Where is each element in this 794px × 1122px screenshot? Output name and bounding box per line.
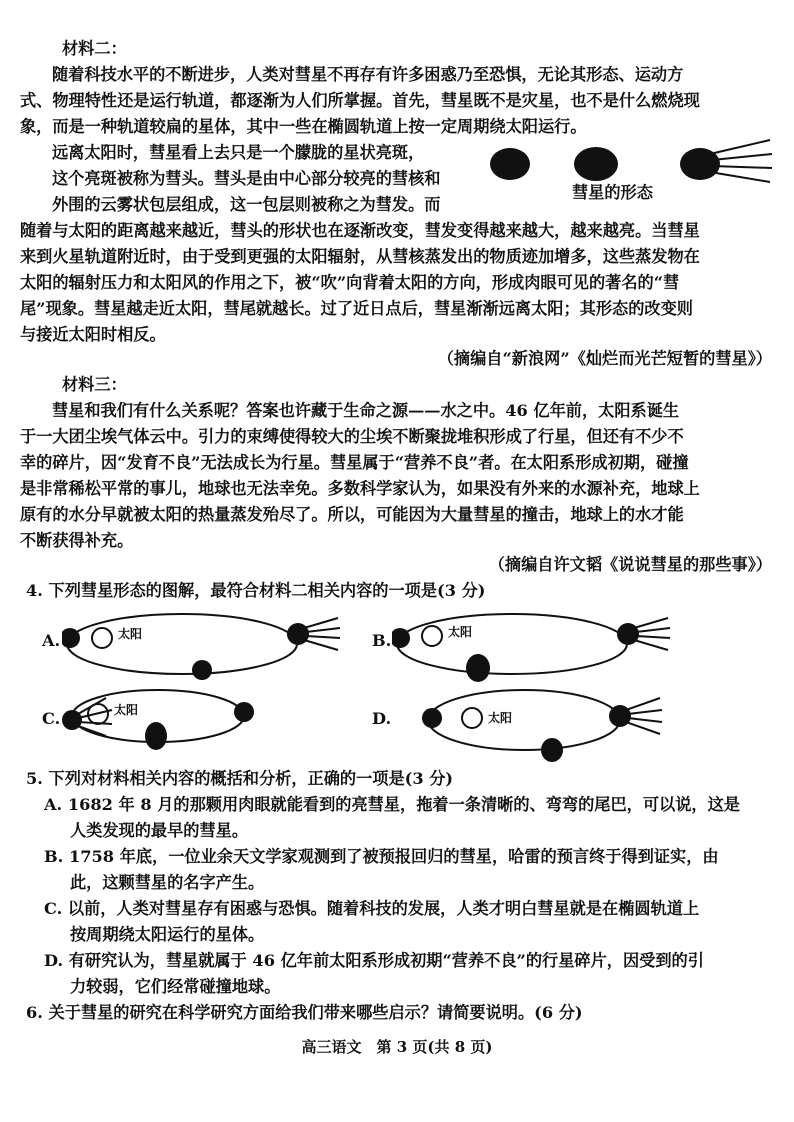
q5-option-d[interactable]: [44, 948, 704, 1000]
sun: [422, 626, 442, 646]
material3-source: （摘编自许文韬《说说彗星的那些事》）: [488, 555, 772, 574]
material3-line3: 幸的碎片，因“发育不良”无法成长为行星。彗星属于“营养不良”者。在太阳系形成初期，碰撞: [20, 453, 689, 472]
sun-label: 太阳: [448, 625, 473, 639]
q4-option-c[interactable]: [42, 684, 342, 764]
material3-line4: 是非常稀松平常的事儿，地球也无法幸免。多数科学家认为，如果没有外来的水源补充，地球上: [20, 479, 700, 498]
material3-line1: 彗星和我们有什么关系呢？答案也许藏于生命之源——水之中。46 亿年前，太阳系诞生: [52, 401, 680, 420]
q4-stem: 4. 下列彗星形态的图解，最符合材料二相关内容的一项是(3 分): [26, 581, 486, 600]
comet-head: [192, 660, 212, 680]
comet-head: [145, 722, 167, 750]
sun-label: 太阳: [488, 711, 513, 725]
q4-option-a-letter: A.: [42, 631, 61, 650]
q4-option-c-letter: C.: [42, 709, 61, 728]
q4-option-d[interactable]: [372, 684, 682, 764]
q5-option-d-line2: 力较弱，它们经常碰撞地球。: [70, 977, 281, 996]
comet-tail: [634, 618, 670, 650]
material3-line6: 不断获得补充。: [20, 531, 134, 550]
comet-head: [541, 738, 563, 762]
material3-line5: 原有的水分早就被太阳的热量蒸发殆尽了。所以，可能因为大量彗星的撞击，地球上的水才能: [20, 505, 684, 524]
q5-option-b-line1: B. 1758 年底，一位业余天文学家观测到了被预报回归的彗星，哈雷的预言终于得到证实，由: [44, 847, 719, 866]
q5-option-c-line1: C. 以前，人类对彗星存有困惑与恐惧。随着科技的发展，人类才明白彗星就是在椭圆轨道上: [44, 899, 700, 918]
q6-stem: 6. 关于彗星的研究在科学研究方面给我们带来哪些启示？请简要说明。(6 分): [26, 1003, 583, 1022]
sun-label: 太阳: [114, 703, 139, 717]
comet-form-3: [680, 140, 772, 182]
material2-p2-line6: 太阳的辐射压力和太阳风的作用之下，被“吹”向背着太阳的方向，形成肉眼可见的著名的“彗: [20, 273, 680, 292]
orbit: [428, 690, 620, 750]
material2-p1-line3: 象，而是一种轨道较扁的星体，其中一些在椭圆轨道上按一定周期绕太阳运行。: [20, 117, 587, 136]
q5-option-b[interactable]: [44, 844, 719, 896]
comet-form-2: [574, 147, 618, 181]
material2-heading: 材料二：: [62, 39, 127, 58]
q4-option-a[interactable]: [42, 604, 342, 684]
comet-head: [422, 708, 442, 728]
material2-p1-line2: 式、物理特性还是运行轨道，都逐渐为人们所掌握。首先，彗星既不是灾星，也不是什么燃烧现: [20, 91, 700, 110]
material2-p1-line1: 随着科技水平的不断进步，人类对彗星不再存有许多困惑乃至恐惧，无论其形态、运动方: [52, 65, 684, 84]
q5-option-c-line2: 按周期绕太阳运行的星体。: [70, 925, 265, 944]
material2-p2-line3: 外围的云雾状包层组成，这一包层则被称之为彗发。而: [52, 195, 441, 214]
q4-option-b-letter: B.: [372, 631, 392, 650]
comet-form-1: [490, 148, 530, 180]
comet-head: [287, 623, 309, 645]
q5-option-c[interactable]: [44, 896, 699, 948]
comet-head: [234, 702, 254, 722]
material2-p2-line7: 尾”现象。彗星越走近太阳，彗尾就越长。过了近日点后，彗星渐渐远离太阳；其形态的改变则: [20, 299, 693, 318]
material2-p2-line5: 来到火星轨道附近时，由于受到更强的太阳辐射，从彗核蒸发出的物质迹加增多，这些蒸发物在: [20, 247, 700, 266]
sun: [462, 708, 482, 728]
q5-option-a-line1: A. 1682 年 8 月的那颗用肉眼就能看到的亮彗星，拖着一条清晰的、弯弯的尾巴，可以说，这是: [44, 795, 740, 814]
material2-p2-line8: 与接近太阳时相反。: [20, 325, 166, 344]
material2-source: （摘编自“新浪网”《灿烂而光芒短暂的彗星》）: [437, 349, 772, 368]
comet-tail: [304, 618, 340, 650]
comet-head: [617, 623, 639, 645]
comet-head: [609, 705, 631, 727]
material2-p2-line1: 远离太阳时，彗星看上去只是一个朦胧的星状亮斑，: [52, 143, 425, 162]
comet-head: [62, 710, 82, 730]
material3-line2: 于一大团尘埃气体云中。引力的束缚使得较大的尘埃不断聚拢堆积形成了行星，但还有不少不: [20, 427, 684, 446]
material3-heading: 材料三：: [62, 375, 127, 394]
material2-p2-line2: 这个亮斑被称为彗头。彗头是由中心部分较亮的彗核和: [52, 169, 441, 188]
q5-option-d-line1: D. 有研究认为，彗星就属于 46 亿年前太阳系形成初期“营养不良”的行星碎片，因受到的引: [44, 951, 704, 970]
sun-label: 太阳: [118, 627, 143, 641]
figure-caption: 彗星的形态: [572, 183, 653, 202]
q5-stem: 5. 下列对材料相关内容的概括和分析，正确的一项是(3 分): [26, 769, 454, 788]
comet-tail: [626, 698, 662, 734]
q5-option-a-line2: 人类发现的最早的彗星。: [70, 821, 249, 840]
material2-p2-line4: 随着与太阳的距离越来越近，彗头的形状也在逐渐改变，彗发变得越来越大，越来越亮。当彗星: [20, 221, 700, 240]
q5-option-a[interactable]: [44, 792, 740, 844]
q4-option-b[interactable]: [372, 604, 672, 684]
comet-head: [466, 654, 490, 682]
sun: [92, 628, 112, 648]
q4-option-d-letter: D.: [372, 709, 392, 728]
q5-option-b-line2: 此，这颗彗星的名字产生。: [70, 873, 265, 892]
page-footer: 高三语文 第 3 页(共 8 页): [301, 1038, 493, 1056]
